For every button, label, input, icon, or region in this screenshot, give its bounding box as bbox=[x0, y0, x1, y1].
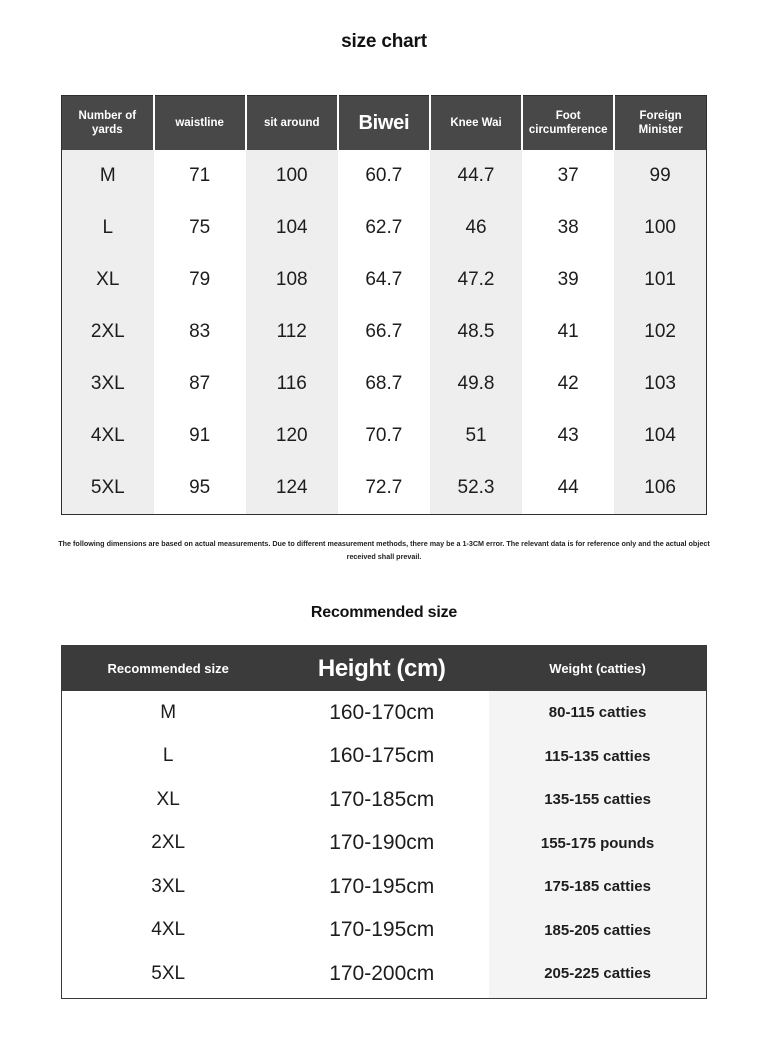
cell-height: 170-195cm bbox=[274, 909, 489, 953]
cell-foot-circumference: 41 bbox=[522, 306, 614, 358]
column-header-foot-circumference: Foot circumference bbox=[522, 96, 614, 151]
table-row bbox=[62, 306, 707, 358]
table-row bbox=[62, 735, 707, 779]
cell-waistline: 71 bbox=[154, 150, 246, 202]
table-row bbox=[62, 952, 707, 998]
cell-size: 3XL bbox=[62, 865, 275, 909]
cell-biwei: 60.7 bbox=[338, 150, 430, 202]
cell-size: 2XL bbox=[62, 306, 154, 358]
column-header-foreign-minister: Foreign Minister bbox=[614, 96, 706, 151]
cell-biwei: 64.7 bbox=[338, 254, 430, 306]
cell-height: 160-170cm bbox=[274, 691, 489, 735]
table-row bbox=[62, 691, 707, 735]
table-row bbox=[62, 822, 707, 866]
cell-waistline: 79 bbox=[154, 254, 246, 306]
cell-height: 170-200cm bbox=[274, 952, 489, 998]
table-row bbox=[62, 254, 707, 306]
cell-knee-wai: 49.8 bbox=[430, 358, 522, 410]
cell-waistline: 87 bbox=[154, 358, 246, 410]
cell-sit-around: 120 bbox=[246, 410, 338, 462]
cell-weight: 185-205 catties bbox=[489, 909, 706, 953]
cell-height: 170-195cm bbox=[274, 865, 489, 909]
cell-foot-circumference: 39 bbox=[522, 254, 614, 306]
cell-knee-wai: 44.7 bbox=[430, 150, 522, 202]
cell-waistline: 95 bbox=[154, 462, 246, 515]
cell-weight: 80-115 catties bbox=[489, 691, 706, 735]
cell-knee-wai: 47.2 bbox=[430, 254, 522, 306]
cell-biwei: 68.7 bbox=[338, 358, 430, 410]
table-row bbox=[62, 150, 707, 202]
size-chart-table bbox=[61, 95, 707, 515]
cell-biwei: 66.7 bbox=[338, 306, 430, 358]
cell-sit-around: 100 bbox=[246, 150, 338, 202]
cell-size: 5XL bbox=[62, 952, 275, 998]
cell-sit-around: 112 bbox=[246, 306, 338, 358]
cell-foreign-minister: 103 bbox=[614, 358, 706, 410]
cell-foot-circumference: 37 bbox=[522, 150, 614, 202]
cell-waistline: 75 bbox=[154, 202, 246, 254]
cell-sit-around: 116 bbox=[246, 358, 338, 410]
recommended-size-table-container bbox=[61, 645, 707, 999]
cell-foreign-minister: 99 bbox=[614, 150, 706, 202]
cell-knee-wai: 52.3 bbox=[430, 462, 522, 515]
size-chart-header-row bbox=[62, 96, 707, 151]
cell-size: L bbox=[62, 735, 275, 779]
cell-sit-around: 104 bbox=[246, 202, 338, 254]
cell-size: 4XL bbox=[62, 909, 275, 953]
measurement-disclaimer: The following dimensions are based on actual measurements. Due to different measurement methods, there may be a 1-3CM error. The relevant data is for reference only and the actual object received shall prevail. bbox=[58, 539, 710, 561]
cell-foreign-minister: 106 bbox=[614, 462, 706, 515]
page-title-size-chart: size chart bbox=[341, 31, 427, 52]
cell-biwei: 70.7 bbox=[338, 410, 430, 462]
table-row bbox=[62, 202, 707, 254]
cell-foot-circumference: 42 bbox=[522, 358, 614, 410]
page-title-recommended-size: Recommended size bbox=[310, 604, 458, 621]
cell-size: M bbox=[62, 691, 275, 735]
column-header-knee-wai: Knee Wai bbox=[430, 96, 522, 151]
size-chart-table-container bbox=[61, 95, 707, 515]
cell-foreign-minister: 104 bbox=[614, 410, 706, 462]
table-row bbox=[62, 358, 707, 410]
cell-knee-wai: 51 bbox=[430, 410, 522, 462]
cell-size: M bbox=[62, 150, 154, 202]
cell-size: XL bbox=[62, 254, 154, 306]
cell-foreign-minister: 100 bbox=[614, 202, 706, 254]
column-header-recommended-size: Recommended size bbox=[62, 646, 275, 692]
table-row bbox=[62, 909, 707, 953]
column-header-height: Height (cm) bbox=[274, 646, 489, 692]
cell-size: L bbox=[62, 202, 154, 254]
cell-foot-circumference: 44 bbox=[522, 462, 614, 515]
cell-foreign-minister: 101 bbox=[614, 254, 706, 306]
table-row bbox=[62, 410, 707, 462]
cell-size: 5XL bbox=[62, 462, 154, 515]
cell-foot-circumference: 38 bbox=[522, 202, 614, 254]
cell-waistline: 83 bbox=[154, 306, 246, 358]
table-row bbox=[62, 865, 707, 909]
cell-height: 160-175cm bbox=[274, 735, 489, 779]
cell-biwei: 72.7 bbox=[338, 462, 430, 515]
column-header-waistline: waistline bbox=[154, 96, 246, 151]
cell-size: 2XL bbox=[62, 822, 275, 866]
cell-size: 3XL bbox=[62, 358, 154, 410]
recommended-size-table bbox=[61, 645, 707, 999]
cell-knee-wai: 46 bbox=[430, 202, 522, 254]
cell-waistline: 91 bbox=[154, 410, 246, 462]
cell-weight: 205-225 catties bbox=[489, 952, 706, 998]
cell-sit-around: 124 bbox=[246, 462, 338, 515]
cell-biwei: 62.7 bbox=[338, 202, 430, 254]
table-row bbox=[62, 778, 707, 822]
cell-foreign-minister: 102 bbox=[614, 306, 706, 358]
cell-weight: 115-135 catties bbox=[489, 735, 706, 779]
cell-foot-circumference: 43 bbox=[522, 410, 614, 462]
recommended-header-row bbox=[62, 646, 707, 692]
cell-size: 4XL bbox=[62, 410, 154, 462]
cell-weight: 155-175 pounds bbox=[489, 822, 706, 866]
cell-weight: 175-185 catties bbox=[489, 865, 706, 909]
cell-weight: 135-155 catties bbox=[489, 778, 706, 822]
cell-height: 170-185cm bbox=[274, 778, 489, 822]
cell-knee-wai: 48.5 bbox=[430, 306, 522, 358]
column-header-sit-around: sit around bbox=[246, 96, 338, 151]
column-header-biwei: Biwei bbox=[338, 96, 430, 151]
cell-size: XL bbox=[62, 778, 275, 822]
column-header-number-of-yards: Number of yards bbox=[62, 96, 154, 151]
column-header-weight: Weight (catties) bbox=[489, 646, 706, 692]
cell-sit-around: 108 bbox=[246, 254, 338, 306]
table-row bbox=[62, 462, 707, 515]
cell-height: 170-190cm bbox=[274, 822, 489, 866]
